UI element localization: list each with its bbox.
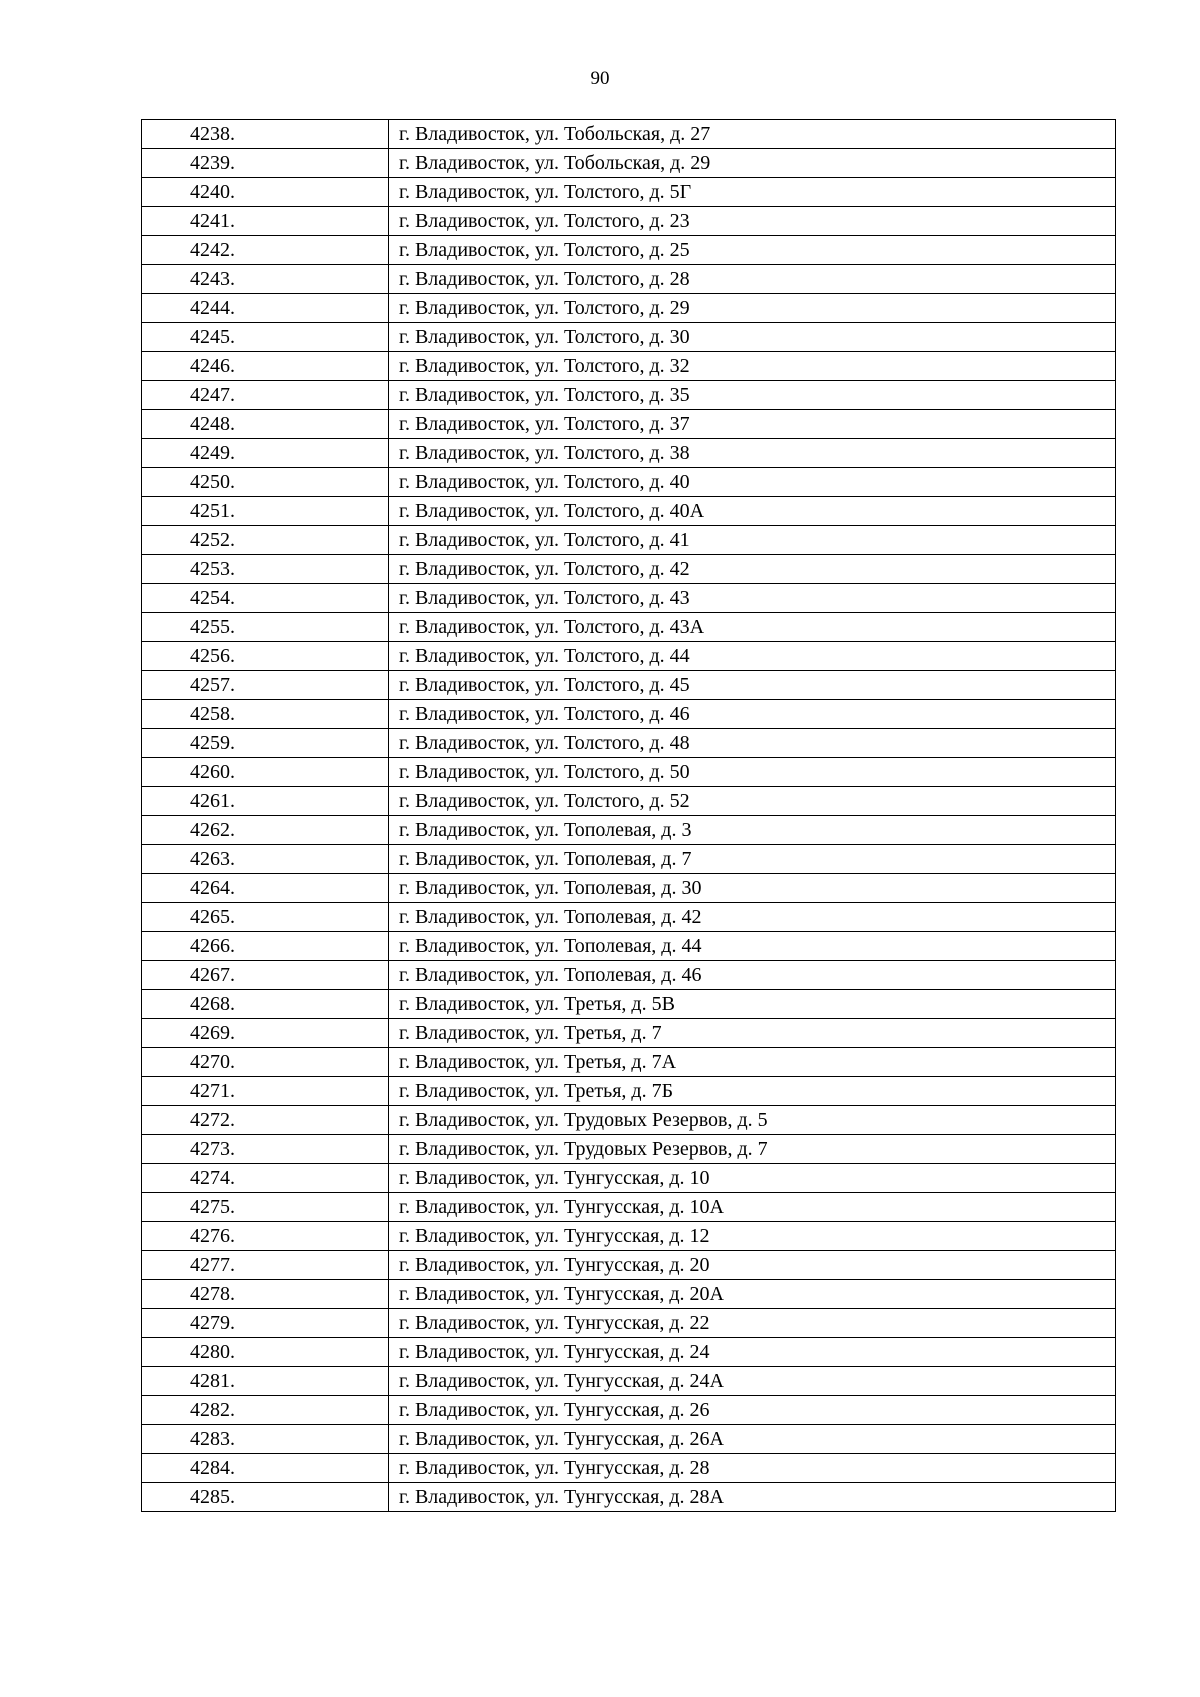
address-cell: г. Владивосток, ул. Толстого, д. 40А <box>389 497 1116 526</box>
row-number-cell: 4255. <box>142 613 389 642</box>
row-number-cell: 4258. <box>142 700 389 729</box>
page-number: 90 <box>590 68 610 89</box>
table-row <box>142 410 1116 439</box>
table-row <box>142 613 1116 642</box>
table-row <box>142 642 1116 671</box>
address-cell: г. Владивосток, ул. Толстого, д. 5Г <box>389 178 1116 207</box>
address-cell: г. Владивосток, ул. Третья, д. 7Б <box>389 1077 1116 1106</box>
row-number-cell: 4247. <box>142 381 389 410</box>
address-cell: г. Владивосток, ул. Толстого, д. 48 <box>389 729 1116 758</box>
address-cell: г. Владивосток, ул. Толстого, д. 37 <box>389 410 1116 439</box>
row-number-cell: 4269. <box>142 1019 389 1048</box>
row-number-cell: 4248. <box>142 410 389 439</box>
row-number-cell: 4256. <box>142 642 389 671</box>
table-row <box>142 178 1116 207</box>
address-cell: г. Владивосток, ул. Толстого, д. 25 <box>389 236 1116 265</box>
table-row <box>142 265 1116 294</box>
address-cell: г. Владивосток, ул. Толстого, д. 40 <box>389 468 1116 497</box>
address-cell: г. Владивосток, ул. Тунгусская, д. 20А <box>389 1280 1116 1309</box>
address-cell: г. Владивосток, ул. Трудовых Резервов, д. 7 <box>389 1135 1116 1164</box>
table-row <box>142 1338 1116 1367</box>
address-cell: г. Владивосток, ул. Тополевая, д. 30 <box>389 874 1116 903</box>
address-cell: г. Владивосток, ул. Тополевая, д. 7 <box>389 845 1116 874</box>
address-cell: г. Владивосток, ул. Тополевая, д. 3 <box>389 816 1116 845</box>
row-number-cell: 4280. <box>142 1338 389 1367</box>
row-number-cell: 4254. <box>142 584 389 613</box>
row-number-cell: 4261. <box>142 787 389 816</box>
table-row <box>142 903 1116 932</box>
row-number-cell: 4244. <box>142 294 389 323</box>
address-cell: г. Владивосток, ул. Толстого, д. 46 <box>389 700 1116 729</box>
row-number-cell: 4240. <box>142 178 389 207</box>
row-number-cell: 4278. <box>142 1280 389 1309</box>
address-cell: г. Владивосток, ул. Тунгусская, д. 24А <box>389 1367 1116 1396</box>
table-row <box>142 1193 1116 1222</box>
row-number-cell: 4274. <box>142 1164 389 1193</box>
address-cell: г. Владивосток, ул. Толстого, д. 43 <box>389 584 1116 613</box>
address-cell: г. Владивосток, ул. Трудовых Резервов, д. 5 <box>389 1106 1116 1135</box>
address-cell: г. Владивосток, ул. Толстого, д. 29 <box>389 294 1116 323</box>
row-number-cell: 4238. <box>142 120 389 149</box>
address-cell: г. Владивосток, ул. Тобольская, д. 27 <box>389 120 1116 149</box>
table-row <box>142 1396 1116 1425</box>
table-row <box>142 1251 1116 1280</box>
row-number-cell: 4241. <box>142 207 389 236</box>
table-row <box>142 323 1116 352</box>
table-row <box>142 1164 1116 1193</box>
address-cell: г. Владивосток, ул. Толстого, д. 41 <box>389 526 1116 555</box>
address-cell: г. Владивосток, ул. Толстого, д. 43А <box>389 613 1116 642</box>
table-row <box>142 1135 1116 1164</box>
table-row <box>142 352 1116 381</box>
row-number-cell: 4275. <box>142 1193 389 1222</box>
address-cell: г. Владивосток, ул. Тунгусская, д. 24 <box>389 1338 1116 1367</box>
address-cell: г. Владивосток, ул. Толстого, д. 32 <box>389 352 1116 381</box>
row-number-cell: 4282. <box>142 1396 389 1425</box>
address-cell: г. Владивосток, ул. Толстого, д. 38 <box>389 439 1116 468</box>
address-cell: г. Владивосток, ул. Тобольская, д. 29 <box>389 149 1116 178</box>
row-number-cell: 4245. <box>142 323 389 352</box>
address-cell: г. Владивосток, ул. Толстого, д. 35 <box>389 381 1116 410</box>
address-cell: г. Владивосток, ул. Толстого, д. 50 <box>389 758 1116 787</box>
table-row <box>142 526 1116 555</box>
address-cell: г. Владивосток, ул. Третья, д. 5В <box>389 990 1116 1019</box>
row-number-cell: 4262. <box>142 816 389 845</box>
table-row <box>142 497 1116 526</box>
row-number-cell: 4251. <box>142 497 389 526</box>
table-row <box>142 120 1116 149</box>
address-cell: г. Владивосток, ул. Тунгусская, д. 26 <box>389 1396 1116 1425</box>
row-number-cell: 4250. <box>142 468 389 497</box>
row-number-cell: 4239. <box>142 149 389 178</box>
row-number-cell: 4259. <box>142 729 389 758</box>
table-row <box>142 207 1116 236</box>
table-row <box>142 787 1116 816</box>
table-row <box>142 294 1116 323</box>
row-number-cell: 4249. <box>142 439 389 468</box>
row-number-cell: 4281. <box>142 1367 389 1396</box>
table-row <box>142 961 1116 990</box>
address-cell: г. Владивосток, ул. Тунгусская, д. 20 <box>389 1251 1116 1280</box>
table-row <box>142 555 1116 584</box>
row-number-cell: 4264. <box>142 874 389 903</box>
address-cell: г. Владивосток, ул. Толстого, д. 52 <box>389 787 1116 816</box>
table-row <box>142 816 1116 845</box>
address-cell: г. Владивосток, ул. Третья, д. 7А <box>389 1048 1116 1077</box>
address-cell: г. Владивосток, ул. Третья, д. 7 <box>389 1019 1116 1048</box>
row-number-cell: 4263. <box>142 845 389 874</box>
row-number-cell: 4242. <box>142 236 389 265</box>
table-row <box>142 1425 1116 1454</box>
table-row <box>142 1077 1116 1106</box>
row-number-cell: 4276. <box>142 1222 389 1251</box>
table-row <box>142 700 1116 729</box>
address-table-body <box>142 120 1116 1512</box>
table-row <box>142 1483 1116 1512</box>
table-row <box>142 671 1116 700</box>
address-cell: г. Владивосток, ул. Тунгусская, д. 10А <box>389 1193 1116 1222</box>
row-number-cell: 4252. <box>142 526 389 555</box>
table-row <box>142 439 1116 468</box>
row-number-cell: 4267. <box>142 961 389 990</box>
table-row <box>142 1454 1116 1483</box>
row-number-cell: 4272. <box>142 1106 389 1135</box>
address-cell: г. Владивосток, ул. Толстого, д. 42 <box>389 555 1116 584</box>
row-number-cell: 4270. <box>142 1048 389 1077</box>
table-row <box>142 1019 1116 1048</box>
table-row <box>142 932 1116 961</box>
address-cell: г. Владивосток, ул. Тунгусская, д. 12 <box>389 1222 1116 1251</box>
row-number-cell: 4246. <box>142 352 389 381</box>
address-cell: г. Владивосток, ул. Тунгусская, д. 26А <box>389 1425 1116 1454</box>
address-cell: г. Владивосток, ул. Тополевая, д. 44 <box>389 932 1116 961</box>
row-number-cell: 4260. <box>142 758 389 787</box>
table-row <box>142 381 1116 410</box>
address-cell: г. Владивосток, ул. Толстого, д. 30 <box>389 323 1116 352</box>
table-row <box>142 1309 1116 1338</box>
table-row <box>142 468 1116 497</box>
address-cell: г. Владивосток, ул. Тополевая, д. 46 <box>389 961 1116 990</box>
address-cell: г. Владивосток, ул. Тунгусская, д. 22 <box>389 1309 1116 1338</box>
row-number-cell: 4285. <box>142 1483 389 1512</box>
row-number-cell: 4277. <box>142 1251 389 1280</box>
table-row <box>142 990 1116 1019</box>
row-number-cell: 4265. <box>142 903 389 932</box>
table-row <box>142 1280 1116 1309</box>
address-cell: г. Владивосток, ул. Толстого, д. 28 <box>389 265 1116 294</box>
table-row <box>142 729 1116 758</box>
address-cell: г. Владивосток, ул. Толстого, д. 45 <box>389 671 1116 700</box>
address-cell: г. Владивосток, ул. Тунгусская, д. 10 <box>389 1164 1116 1193</box>
address-cell: г. Владивосток, ул. Толстого, д. 23 <box>389 207 1116 236</box>
table-row <box>142 845 1116 874</box>
row-number-cell: 4243. <box>142 265 389 294</box>
table-row <box>142 1106 1116 1135</box>
row-number-cell: 4271. <box>142 1077 389 1106</box>
address-cell: г. Владивосток, ул. Тунгусская, д. 28 <box>389 1454 1116 1483</box>
row-number-cell: 4279. <box>142 1309 389 1338</box>
table-row <box>142 149 1116 178</box>
row-number-cell: 4284. <box>142 1454 389 1483</box>
address-cell: г. Владивосток, ул. Толстого, д. 44 <box>389 642 1116 671</box>
row-number-cell: 4273. <box>142 1135 389 1164</box>
table-row <box>142 1367 1116 1396</box>
address-cell: г. Владивосток, ул. Тунгусская, д. 28А <box>389 1483 1116 1512</box>
table-row <box>142 1048 1116 1077</box>
table-row <box>142 584 1116 613</box>
address-cell: г. Владивосток, ул. Тополевая, д. 42 <box>389 903 1116 932</box>
table-row <box>142 758 1116 787</box>
row-number-cell: 4268. <box>142 990 389 1019</box>
table-row <box>142 874 1116 903</box>
row-number-cell: 4283. <box>142 1425 389 1454</box>
address-table <box>141 119 1116 1512</box>
table-row <box>142 1222 1116 1251</box>
row-number-cell: 4253. <box>142 555 389 584</box>
row-number-cell: 4266. <box>142 932 389 961</box>
row-number-cell: 4257. <box>142 671 389 700</box>
table-row <box>142 236 1116 265</box>
